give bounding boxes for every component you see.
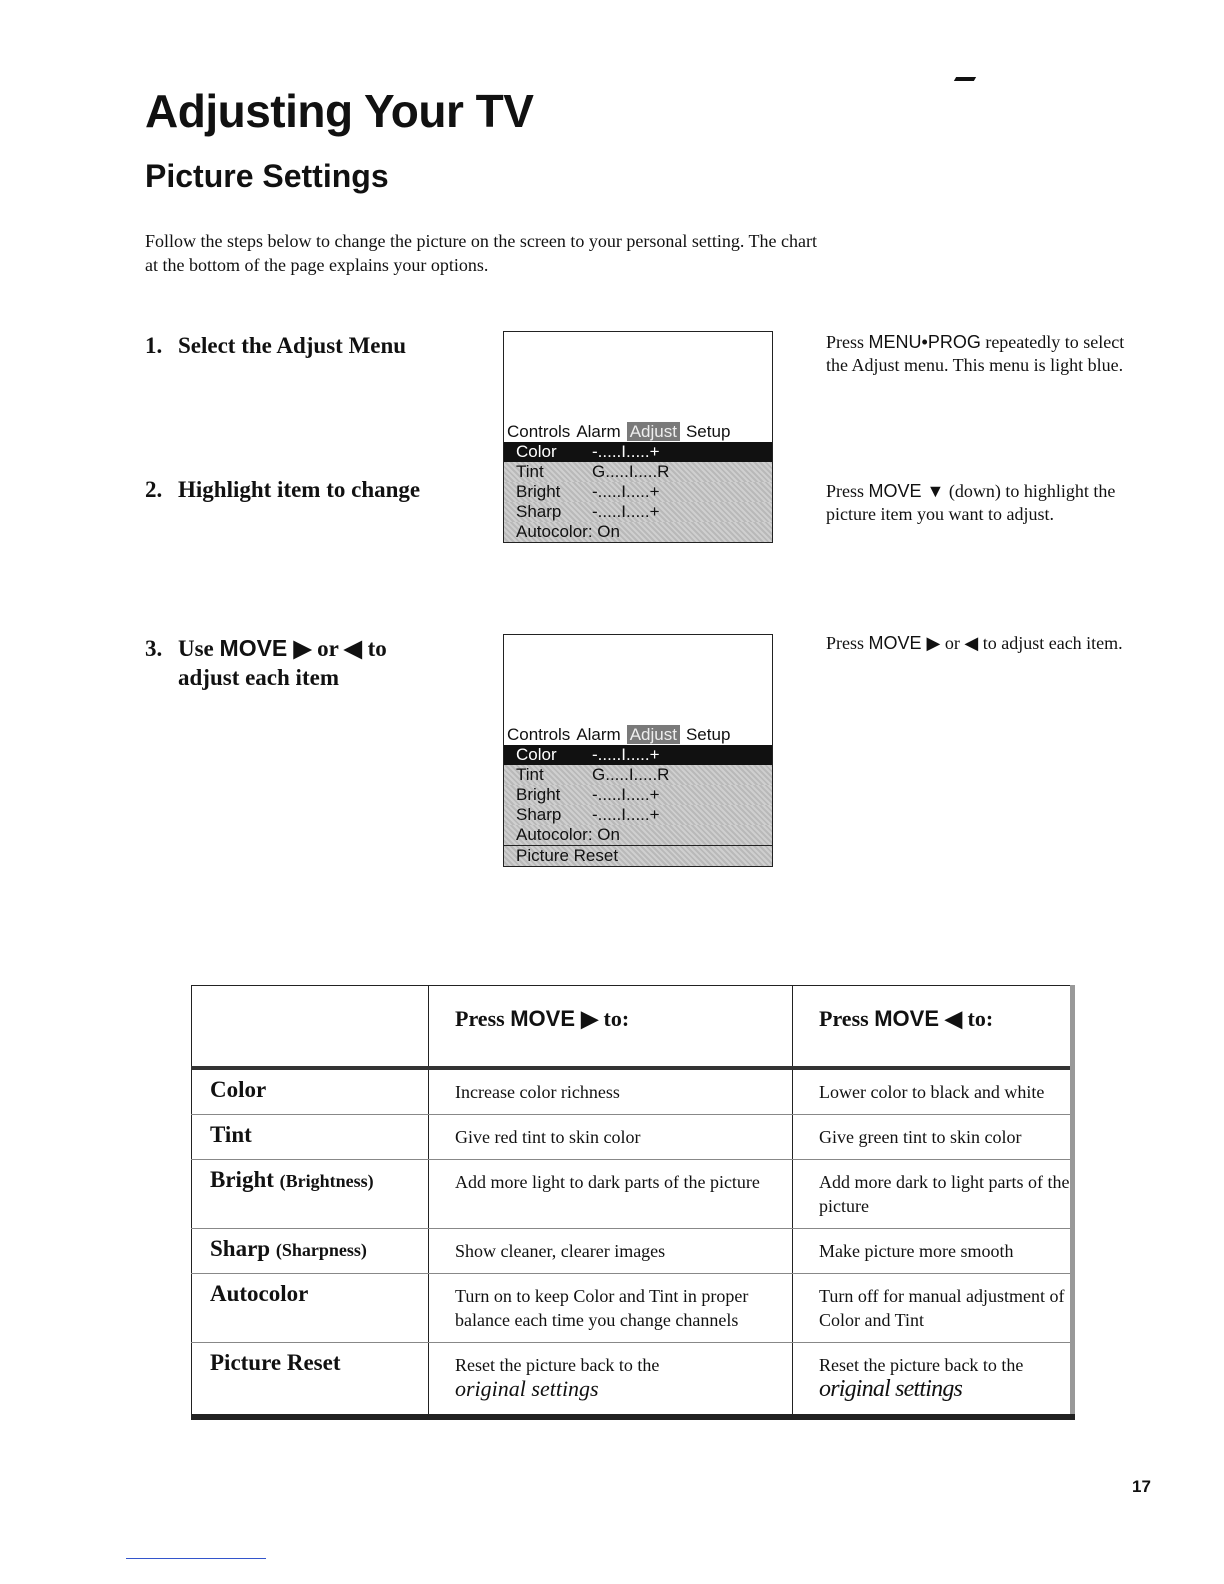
table-header-row: [192, 986, 1073, 1069]
row-right-action: Turn on to keep Color and Tint in proper balance each time you change channels: [429, 1274, 793, 1343]
table-row: [192, 1160, 1073, 1229]
table-row: [192, 1343, 1073, 1418]
tv-menu-tabs: [504, 422, 772, 442]
step-1-description: Press MENU•PROG repeatedly to select the Adjust menu. This menu is light blue.: [826, 332, 1125, 375]
row-left-action: Give green tint to skin color: [793, 1115, 1073, 1160]
tv-menu-tabs: [504, 725, 772, 745]
tv-screen-adjust-menu: [503, 331, 773, 543]
menu-item-sharp[interactable]: Sharp -.....I.....+: [504, 502, 772, 522]
row-left-action: Add more dark to light parts of the picture: [793, 1160, 1073, 1229]
tab-alarm[interactable]: Alarm: [576, 422, 621, 441]
intro-paragraph: Follow the steps below to change the picture on the screen to your personal setting. The chart at the bottom of the page explains your options.: [145, 231, 817, 275]
row-right-action: Reset the picture back to the original settings: [429, 1343, 793, 1418]
row-left-action: Turn off for manual adjustment of Color and Tint: [793, 1274, 1073, 1343]
tv-screen-adjust-menu-full: [503, 634, 773, 867]
row-left-action: Lower color to black and white: [793, 1068, 1073, 1115]
row-left-action: Reset the picture back to the original settings: [793, 1343, 1073, 1418]
row-right-action: Increase color richness: [429, 1068, 793, 1115]
menu-item-tint[interactable]: Tint G.....I.....R: [504, 765, 772, 785]
table-header-move-left: Press MOVE ◀ to:: [793, 986, 1073, 1069]
page-title: Adjusting Your TV: [145, 85, 534, 137]
row-name: Bright (Brightness): [192, 1160, 429, 1229]
row-name: Color: [192, 1068, 429, 1115]
menu-item-bright[interactable]: Bright -.....I.....+: [504, 785, 772, 805]
row-right-action: Add more light to dark parts of the picture: [429, 1160, 793, 1229]
menu-item-autocolor[interactable]: Autocolor: On: [504, 522, 772, 542]
step-1-title: 1. Select the Adjust Menu: [145, 333, 407, 358]
tab-setup[interactable]: Setup: [685, 422, 731, 441]
table-header-move-right: Press MOVE ▶ to:: [429, 986, 793, 1069]
tab-adjust[interactable]: Adjust: [627, 422, 680, 441]
step-3-description: Press MOVE ▶ or ◀ to adjust each item.: [826, 633, 1123, 653]
row-name: Picture Reset: [192, 1343, 429, 1418]
tab-adjust[interactable]: Adjust: [627, 725, 680, 744]
row-name: Sharp (Sharpness): [192, 1229, 429, 1274]
row-right-action: Show cleaner, clearer images: [429, 1229, 793, 1274]
row-left-action: Make picture more smooth: [793, 1229, 1073, 1274]
table-row: [192, 1274, 1073, 1343]
menu-item-picture-reset[interactable]: Picture Reset: [504, 845, 772, 866]
table-row: [192, 1229, 1073, 1274]
tab-controls[interactable]: Controls: [507, 725, 571, 744]
menu-item-autocolor[interactable]: Autocolor: On: [504, 825, 772, 845]
step-2-title: 2. Highlight item to change: [145, 477, 421, 502]
table-row: [192, 1115, 1073, 1160]
menu-item-bright[interactable]: Bright -.....I.....+: [504, 482, 772, 502]
step-2-description: Press MOVE ▼ (down) to highlight the picture item you want to adjust.: [826, 481, 1116, 524]
picture-options-table: [191, 985, 1075, 1420]
section-title: Picture Settings: [145, 158, 389, 194]
tab-alarm[interactable]: Alarm: [576, 725, 621, 744]
row-name: Tint: [192, 1115, 429, 1160]
menu-item-color[interactable]: Color -.....I.....+: [504, 745, 772, 765]
footer-rule: [126, 1558, 266, 1559]
row-name: Autocolor: [192, 1274, 429, 1343]
menu-item-sharp[interactable]: Sharp -.....I.....+: [504, 805, 772, 825]
table-row: [192, 1068, 1073, 1115]
row-right-action: Give red tint to skin color: [429, 1115, 793, 1160]
corner-mark: [954, 77, 976, 81]
table-header-blank: [192, 986, 429, 1069]
page-number: 17: [1132, 1477, 1151, 1496]
tab-controls[interactable]: Controls: [507, 422, 571, 441]
tab-setup[interactable]: Setup: [685, 725, 731, 744]
step-3-title: 3. Use MOVE ▶ or ◀ to adjust each item: [145, 635, 387, 690]
menu-item-color[interactable]: Color -.....I.....+: [504, 442, 772, 462]
menu-item-tint[interactable]: Tint G.....I.....R: [504, 462, 772, 482]
